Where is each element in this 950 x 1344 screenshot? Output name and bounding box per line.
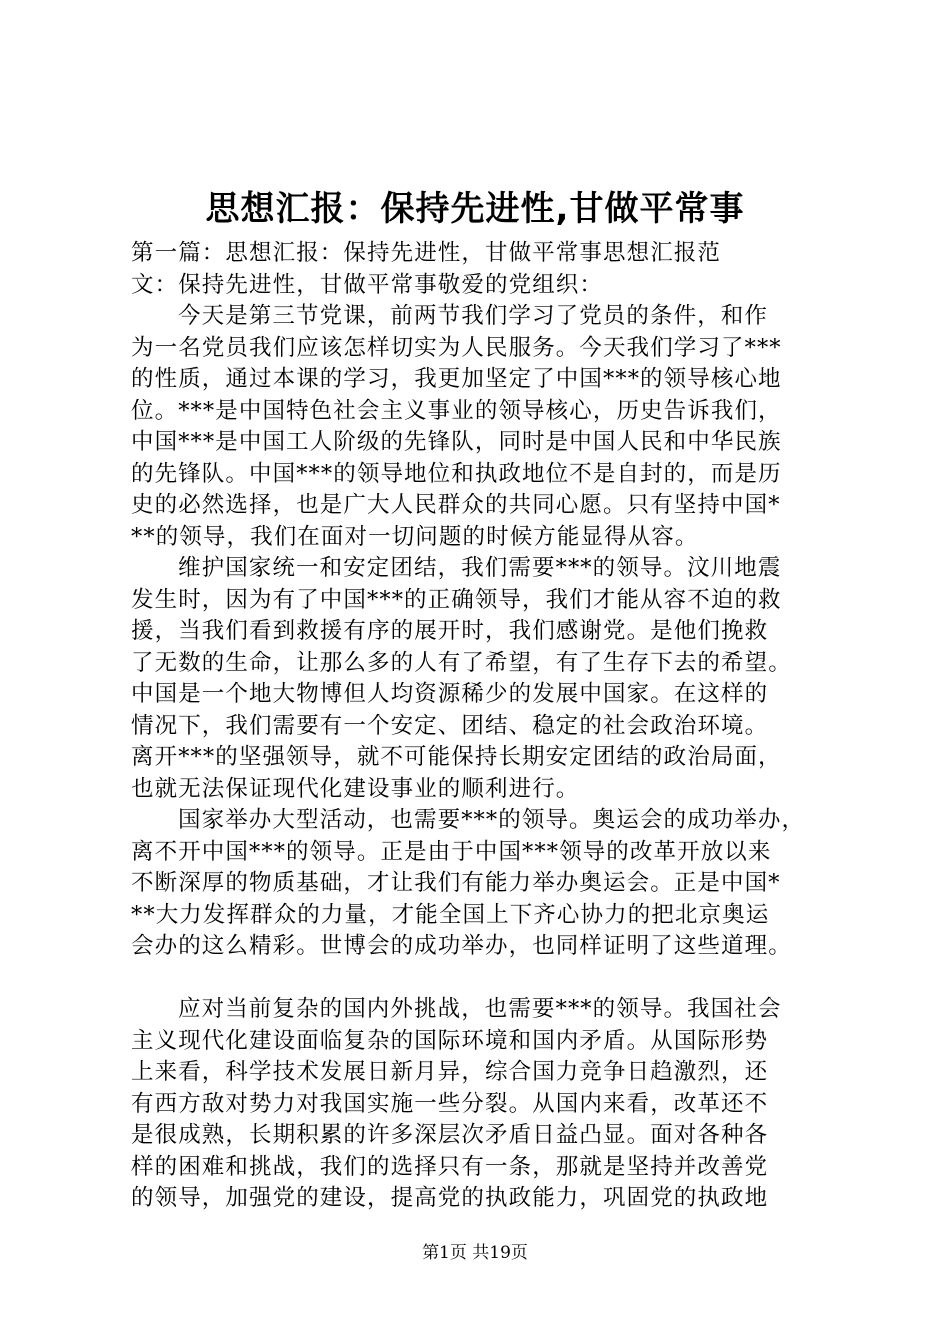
text-line: 离不开中国***的领导。正是由于中国***领导的改革开放以来 bbox=[131, 838, 772, 865]
text-line: **的领导，我们在面对一切问题的时候方能显得从容。 bbox=[131, 523, 699, 550]
text-line: 主义现代化建设面临复杂的国际环境和国内矛盾。从国际形势 bbox=[131, 1027, 769, 1054]
text-line: 文：保持先进性，甘做平常事敬爱的党组织： bbox=[131, 271, 604, 298]
document-body bbox=[131, 238, 831, 1215]
text-line: 维护国家统一和安定团结，我们需要***的领导。汶川地震 bbox=[178, 555, 782, 581]
page-number-footer: 第1页 共19页 bbox=[422, 1243, 528, 1263]
text-line: 情况下，我们需要有一个安定、团结、稳定的社会政治环境。 bbox=[131, 712, 769, 739]
text-line: 会办的这么精彩。世博会的成功举办，也同样证明了这些道理。 bbox=[131, 933, 792, 959]
text-line: 上来看，科学技术发展日新月异，综合国力竞争日趋激烈，还 bbox=[131, 1059, 769, 1085]
text-line: 了无数的生命，让那么多的人有了希望，有了生存下去的希望。 bbox=[131, 649, 792, 676]
document-title: 思想汇报：保持先进性,甘做平常事 bbox=[205, 189, 745, 229]
text-line: 也就无法保证现代化建设事业的顺利进行。 bbox=[131, 775, 580, 802]
text-line: 不断深厚的物质基础，才让我们有能力举办奥运会。正是中国* bbox=[131, 870, 781, 896]
text-line: 样的困难和挑战，我们的选择只有一条，那就是坚持并改善党 bbox=[131, 1153, 769, 1180]
blank-line bbox=[131, 963, 831, 995]
text-line: 援，当我们看到救援有序的展开时，我们感谢党。是他们挽救 bbox=[131, 618, 769, 644]
text-line: 的领导，加强党的建设，提高党的执政能力，巩固党的执政地 bbox=[131, 1185, 769, 1211]
text-line: 是很成熟，长期积累的许多深层次矛盾日益凸显。面对各种各 bbox=[131, 1122, 769, 1148]
text-line: 为一名党员我们应该怎样切实为人民服务。今天我们学习了*** bbox=[131, 334, 782, 361]
text-line: 有西方敌对势力对我国实施一些分裂。从国内来看，改革还不 bbox=[131, 1090, 769, 1117]
text-line: 应对当前复杂的国内外挑战，也需要***的领导。我国社会 bbox=[178, 996, 782, 1022]
text-line: 发生时，因为有了中国***的正确领导，我们才能从容不迫的救 bbox=[131, 586, 782, 613]
text-line: 的性质，通过本课的学习，我更加坚定了中国***的领导核心地 bbox=[131, 366, 782, 392]
text-line: 位。***是中国特色社会主义事业的领导核心，历史告诉我们， bbox=[131, 397, 782, 424]
text-line: 今天是第三节党课，前两节我们学习了党员的条件，和作 bbox=[178, 303, 769, 329]
text-line: 史的必然选择，也是广大人民群众的共同心愿。只有坚持中国* bbox=[131, 492, 781, 518]
text-line: 国家举办大型活动，也需要***的领导。奥运会的成功举办， bbox=[178, 807, 806, 833]
text-line: 中国是一个地大物博但人均资源稀少的发展中国家。在这样的 bbox=[131, 681, 769, 707]
text-line: 中国***是中国工人阶级的先锋队，同时是中国人民和中华民族 bbox=[131, 429, 782, 455]
text-line: 的先锋队。中国***的领导地位和执政地位不是自封的，而是历 bbox=[131, 460, 782, 487]
text-line: 第一篇：思想汇报：保持先进性，甘做平常事思想汇报范 bbox=[131, 240, 722, 266]
text-line: **大力发挥群众的力量，才能全国上下齐心协力的把北京奥运 bbox=[131, 901, 770, 928]
text-line: 离开***的坚强领导，就不可能保持长期安定团结的政治局面， bbox=[131, 744, 782, 770]
